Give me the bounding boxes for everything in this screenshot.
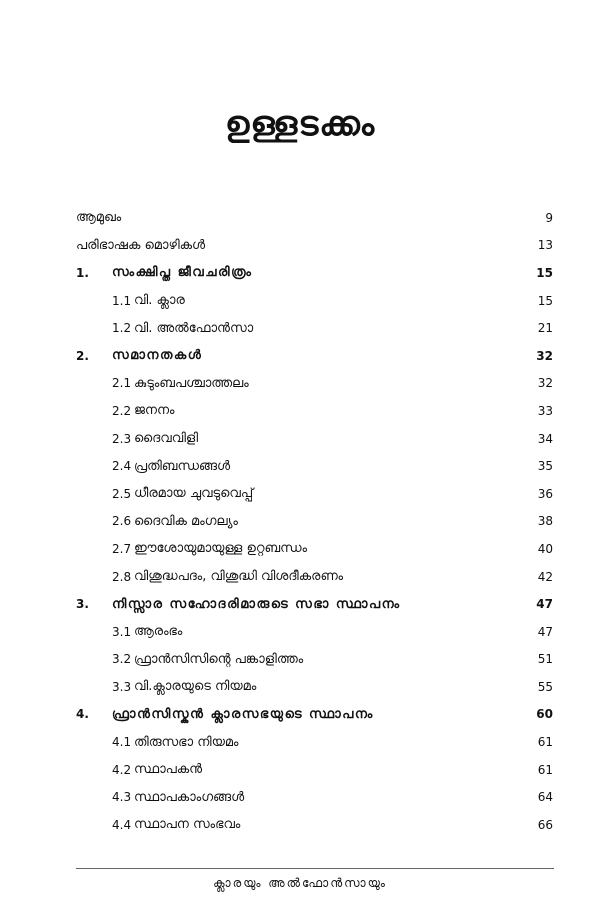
toc-entry-title: ഫ്രാൻസിസിന്റെ പങ്കാളിത്തം xyxy=(134,651,304,667)
toc-entry-title: ആരംഭം xyxy=(134,624,183,640)
toc-entry-title: ജനനം xyxy=(134,403,175,419)
toc-entry-number: 2.5 xyxy=(112,486,132,501)
toc-entry-title: കുടുംബപശ്ചാത്തലം xyxy=(134,375,249,391)
toc-entry-number: 2.8 xyxy=(112,569,132,584)
toc-entry-page-number: 15 xyxy=(537,293,553,308)
toc-entry-title: നിസ്സാര സഹോദരിമാരുടെ സഭാ സ്ഥാപനം xyxy=(112,596,401,612)
toc-section-row xyxy=(76,728,553,756)
toc-section-row xyxy=(76,314,553,342)
toc-entry-title: സംക്ഷിപ്ത ജീവചരിത്രം xyxy=(112,265,253,281)
toc-section-row xyxy=(76,618,553,646)
footer-divider xyxy=(76,868,554,869)
toc-entry-page-number: 38 xyxy=(537,514,553,529)
toc-entry-number: 1.2 xyxy=(112,321,132,336)
toc-entry-title: വിശുദ്ധപദം, വിശുദ്ധി വിശദീകരണം xyxy=(134,569,344,585)
toc-entry-title: ഈശോയുമായുള്ള ഉറ്റബന്ധം xyxy=(134,541,308,557)
toc-section-row xyxy=(76,563,553,591)
toc-entry-page-number: 35 xyxy=(537,459,553,474)
toc-entry-title: പ്രതിബന്ധങ്ങൾ xyxy=(134,458,231,474)
toc-entry-page-number: 21 xyxy=(537,321,553,336)
toc-entry-title: ദൈവിക മംഗല്യം xyxy=(134,513,238,529)
toc-entry-number: 2.1 xyxy=(112,376,132,391)
toc-entry-page-number: 9 xyxy=(545,210,553,225)
toc-front-row xyxy=(76,232,553,260)
toc-entry-number: 2.3 xyxy=(112,431,132,446)
toc-entry-title: പരിഭാഷക മൊഴികൾ xyxy=(76,237,206,253)
toc-entry-title: വി. ക്ലാര xyxy=(134,293,185,309)
toc-entry-number: 4.2 xyxy=(112,762,132,777)
toc-entry-title: ദൈവവിളി xyxy=(134,431,199,447)
toc-entry-title: ഫ്രാൻസിസ്കൻ ക്ലാരസഭയുടെ സ്ഥാപനം xyxy=(112,706,374,722)
toc-entry-number: 4.1 xyxy=(112,735,132,750)
toc-chapter-row xyxy=(76,701,553,729)
toc-entry-title: ധീരമായ ചുവടുവെപ്പ് xyxy=(134,486,254,502)
toc-entry-title: സ്ഥാപകൻ xyxy=(134,762,203,778)
toc-entry-page-number: 32 xyxy=(536,348,553,363)
toc-entry-page-number: 32 xyxy=(537,376,553,391)
toc-entry-page-number: 13 xyxy=(537,238,553,253)
toc-entry-title: തിരുസഭാ നിയമം xyxy=(134,734,239,750)
toc-chapter-row xyxy=(76,590,553,618)
toc-entry-number: 2. xyxy=(76,348,89,363)
toc-entry-title: വി. അൽഫോൻസാ xyxy=(134,320,254,336)
toc-section-row xyxy=(76,673,553,701)
toc-section-row xyxy=(76,646,553,674)
toc-entry-page-number: 42 xyxy=(537,569,553,584)
toc-section-row xyxy=(76,783,553,811)
toc-entry-title: വി.ക്ലാരയുടെ നിയമം xyxy=(134,679,257,695)
toc-section-row xyxy=(76,480,553,508)
toc-section-row xyxy=(76,811,553,839)
toc-front-row xyxy=(76,204,553,232)
toc-section-row xyxy=(76,508,553,536)
toc-entry-number: 3.1 xyxy=(112,624,132,639)
toc-chapter-row xyxy=(76,342,553,370)
toc-entry-page-number: 66 xyxy=(537,817,553,832)
toc-entry-page-number: 47 xyxy=(537,624,553,639)
toc-entry-page-number: 34 xyxy=(537,431,553,446)
toc-entry-title: സമാനതകൾ xyxy=(112,348,203,364)
toc-entry-number: 4. xyxy=(76,707,89,722)
toc-entry-number: 3.2 xyxy=(112,652,132,667)
toc-entry-page-number: 61 xyxy=(537,762,553,777)
toc-section-row xyxy=(76,370,553,398)
toc-chapter-row xyxy=(76,259,553,287)
table-of-contents xyxy=(76,204,553,839)
toc-entry-number: 4.3 xyxy=(112,790,132,805)
toc-entry-number: 2.7 xyxy=(112,541,132,556)
toc-entry-number: 2.4 xyxy=(112,459,132,474)
running-footer: ക്ലാരയും അൽഫോൻസായും xyxy=(213,876,387,890)
toc-entry-number: 2.2 xyxy=(112,403,132,418)
toc-entry-page-number: 40 xyxy=(537,541,553,556)
toc-entry-page-number: 55 xyxy=(537,679,553,694)
toc-section-row xyxy=(76,287,553,315)
toc-entry-page-number: 60 xyxy=(536,707,553,722)
toc-entry-page-number: 64 xyxy=(537,790,553,805)
page-title: ഉള്ളടക്കം xyxy=(224,104,376,144)
toc-entry-title: സ്ഥാപകാംഗങ്ങൾ xyxy=(134,789,245,805)
toc-entry-page-number: 36 xyxy=(537,486,553,501)
toc-entry-title: ആമുഖം xyxy=(76,210,122,226)
toc-entry-number: 1.1 xyxy=(112,293,132,308)
toc-section-row xyxy=(76,397,553,425)
toc-section-row xyxy=(76,535,553,563)
toc-entry-number: 4.4 xyxy=(112,817,132,832)
toc-entry-page-number: 33 xyxy=(537,403,553,418)
toc-entry-number: 2.6 xyxy=(112,514,132,529)
toc-entry-page-number: 51 xyxy=(537,652,553,667)
toc-section-row xyxy=(76,756,553,784)
toc-entry-number: 3.3 xyxy=(112,679,132,694)
toc-entry-title: സ്ഥാപന സംഭവം xyxy=(134,817,241,833)
toc-section-row xyxy=(76,452,553,480)
toc-entry-page-number: 47 xyxy=(536,597,553,612)
toc-entry-page-number: 61 xyxy=(537,735,553,750)
toc-entry-page-number: 15 xyxy=(536,265,553,280)
toc-entry-number: 3. xyxy=(76,597,89,612)
toc-entry-number: 1. xyxy=(76,265,89,280)
toc-section-row xyxy=(76,425,553,453)
